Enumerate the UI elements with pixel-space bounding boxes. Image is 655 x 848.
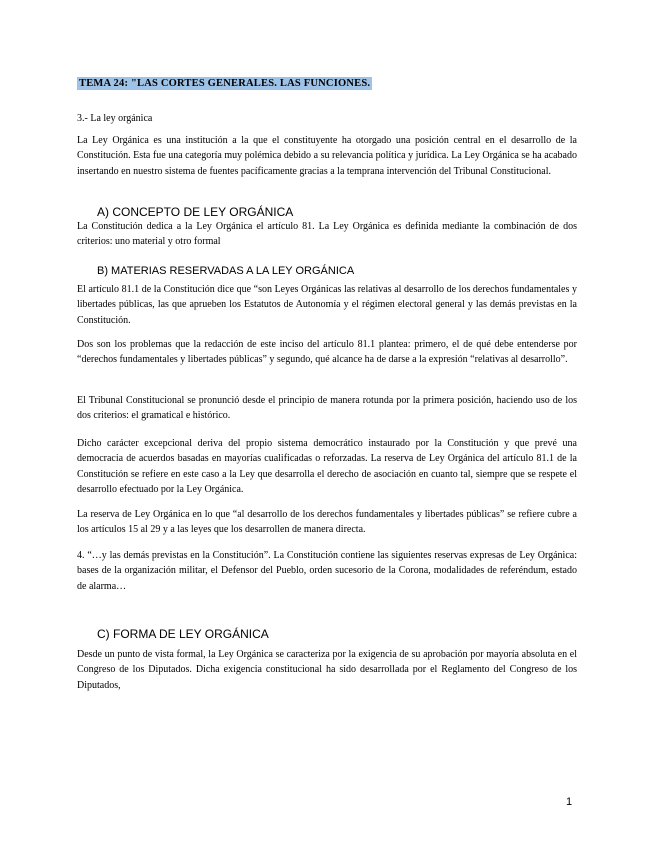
section-heading: 3.- La ley orgánica xyxy=(77,113,153,124)
paragraph-materias-3: El Tribunal Constitucional se pronunció desde el principio de manera rotunda por la primera posición, haciendo uso de los dos criterios: el gramatical e histórico. xyxy=(77,395,577,422)
document-title: TEMA 24: "LAS CORTES GENERALES. LAS FUNCIONES. xyxy=(79,78,371,89)
paragraph-materias-5: La reserva de Ley Orgánica en lo que “al desarrollo de los derechos fundamentales y libertades públicas” se refiere cubre a los artículos 15 al 29 y a las leyes que los desarrollen de manera directa. xyxy=(77,509,577,536)
heading-materias: B) MATERIAS RESERVADAS A LA LEY ORGÁNICA xyxy=(97,265,355,277)
paragraph-concepto: La Constitución dedica a la Ley Orgánica el artículo 81. La Ley Orgánica es definida mediante la combinación de dos criterios: uno material y otro formal xyxy=(77,221,577,248)
paragraph-materias-4: Dicho carácter excepcional deriva del propio sistema democrático instaurado por la Constitución y que prevé una democracia de acuerdos basadas en mayorías cualificadas o reforzadas. La reserva de Ley Orgánica del artículo 81.1 de la Constitución se refiere en este caso a la Ley que desarrolla el derecho de asociación en cuanto tal, siempre que se respete el desarrollo efectuado por la Ley Orgánica. xyxy=(77,438,577,495)
paragraph-materias-1: El artículo 81.1 de la Constitución dice que “son Leyes Orgánicas las relativas al desarrollo de los derechos fundamentales y libertades públicas, las que aprueben los Estatutos de Autonomía y el régimen electoral general y las demás previstas en la Constitución. xyxy=(77,284,577,326)
paragraph-materias-2: Dos son los problemas que la redacción de este inciso del artículo 81.1 plantea: primero, el de qué debe entenderse por “derechos fundamentales y libertades públicas” y segundo, qué alcance ha de darse a la expresión “relativas al desarrollo”. xyxy=(77,339,577,366)
intro-paragraph: La Ley Orgánica es una institución a la que el constituyente ha otorgado una posición central en el desarrollo de la Constitución. Esta fue una categoría muy polémica debido a su relevancia política y jurídica. La Ley Orgánica se ha acabado insertando en nuestro sistema de fuentes pacíficamente gracias a la temprana intervención del Tribunal Constitucional. xyxy=(77,135,577,177)
paragraph-forma-1: Desde un punto de vista formal, la Ley Orgánica se caracteriza por la exigencia de su aprobación por mayoría absoluta en el Congreso de los Diputados. Dicha exigencia constitucional ha sido desarrollada por el Reglamento del Congreso de los Diputados, xyxy=(77,649,577,691)
heading-forma: C) FORMA DE LEY ORGÁNICA xyxy=(97,627,269,641)
heading-concepto: A) CONCEPTO DE LEY ORGÁNICA xyxy=(97,205,294,219)
paragraph-materias-6: 4. “…y las demás previstas en la Constitución”. La Constitución contiene las siguientes reservas expresas de Ley Orgánica: bases de la organización militar, el Defensor del Pueblo, orden sucesorio de la Corona, modalidades de referéndum, estado de alarma… xyxy=(77,550,577,592)
page-number: 1 xyxy=(566,796,573,808)
